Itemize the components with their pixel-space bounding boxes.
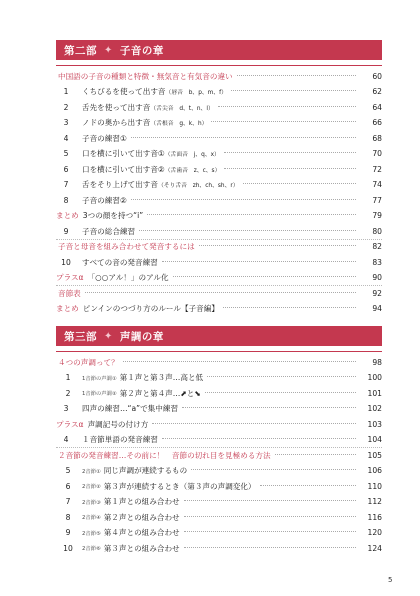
toc-row[interactable] — [56, 402, 382, 416]
toc-entry-tag: 2音節⑥ — [82, 546, 101, 552]
toc-entry-tag: 2音節② — [82, 484, 101, 490]
toc-page-number: 120 — [367, 528, 382, 537]
toc-entry-title: 口を横に引いて出す音② — [82, 164, 165, 174]
toc-page-number: 92 — [372, 288, 382, 298]
dot-leader — [224, 152, 356, 153]
dot-leader — [275, 454, 356, 455]
toc-page-number: 116 — [367, 512, 382, 522]
toc-row[interactable] — [56, 286, 382, 300]
toc-entry-title: ノドの奥から出す音 — [82, 118, 151, 127]
toc-entry-title: 舌先を使って出す音 — [82, 102, 151, 112]
toc-entry-number: 5 — [65, 466, 71, 475]
toc-page-number: 60 — [372, 71, 382, 81]
toc-row[interactable] — [56, 355, 382, 369]
toc-page-number: 110 — [367, 481, 382, 491]
toc-entry-number: 10 — [61, 257, 71, 267]
toc-entry-number: 3 — [63, 404, 69, 413]
part2-label: 第二部 — [64, 44, 97, 57]
part3-banner — [56, 326, 382, 346]
toc-entry-number: 2 — [63, 102, 69, 112]
toc-entry-title: 舌をそり上げて出す音 — [82, 180, 158, 189]
toc-entry-number: 9 — [63, 226, 69, 236]
toc-entry-number: 7 — [63, 180, 69, 189]
toc-entry-number: 6 — [63, 164, 69, 174]
toc-entry-number: 1 — [65, 373, 71, 382]
toc-entry-number: 3 — [63, 118, 69, 127]
toc-page-number: 74 — [372, 180, 382, 189]
toc-row[interactable] — [56, 255, 382, 269]
toc-row[interactable] — [56, 116, 382, 130]
toc-entry-tag: 2音節④ — [82, 515, 101, 521]
toc-entry-number: 4 — [63, 435, 69, 444]
toc-entry-number: 7 — [65, 497, 71, 506]
toc-entry-number: 2 — [65, 388, 71, 398]
toc-page-number: 106 — [367, 466, 382, 475]
toc-entry-title: 第３声との組み合わせ — [103, 543, 180, 553]
toc-entry-title: 「○○アル！」のアル化 — [87, 273, 169, 282]
toc-row[interactable] — [56, 209, 382, 223]
part3-section — [56, 326, 382, 553]
toc-row[interactable] — [56, 417, 382, 431]
toc-page-number: 94 — [372, 304, 382, 313]
part3-label: 第三部 — [64, 330, 97, 343]
toc-entry-title: 子音の練習① — [82, 133, 127, 143]
toc-entry-note: （唇音 b、p、m、f） — [165, 90, 227, 96]
toc-entry-number: 6 — [65, 481, 71, 491]
dot-leader — [173, 276, 356, 277]
part2-banner — [56, 40, 382, 60]
toc-page-number: 72 — [372, 164, 382, 174]
toc-entry-title: すべての音の発音練習 — [82, 257, 158, 267]
toc-page-number: 80 — [372, 226, 382, 236]
dot-leader — [237, 75, 356, 76]
toc-entry-tag: 2音節① — [82, 468, 101, 475]
dot-leader — [123, 361, 356, 362]
toc-entry-number: 4 — [63, 133, 69, 143]
dot-leader — [184, 516, 356, 517]
toc-page-number: 104 — [367, 435, 382, 444]
toc-row[interactable] — [56, 541, 382, 555]
toc-entry-tag: 1音節の声調② — [82, 391, 117, 397]
toc-row[interactable] — [56, 386, 382, 400]
dot-leader — [162, 261, 356, 262]
part2-title: 子音の章 — [119, 44, 164, 57]
separator — [56, 239, 382, 240]
dot-leader — [152, 423, 356, 424]
star-icon: ✦ — [104, 330, 113, 342]
separator — [56, 285, 382, 286]
toc-page-number: 100 — [367, 373, 382, 382]
toc-row[interactable] — [56, 371, 382, 385]
toc-page-number: 124 — [367, 543, 382, 553]
dot-leader — [224, 168, 356, 169]
part3-title: 声調の章 — [119, 330, 164, 343]
dot-leader — [260, 485, 356, 486]
toc-entry-title: 子音の総合練習 — [82, 226, 136, 236]
toc-page-number: 112 — [367, 497, 382, 506]
toc-heading: ４つの声調って？ — [58, 357, 119, 367]
dot-leader — [131, 137, 356, 138]
toc-page-number: 79 — [372, 211, 382, 220]
separator — [56, 447, 382, 448]
dot-leader — [182, 407, 356, 408]
toc-row[interactable] — [56, 302, 382, 316]
toc-entry-number: 1 — [63, 87, 69, 96]
toc-entry-number: 9 — [65, 528, 71, 537]
dot-leader — [85, 292, 356, 293]
toc-row[interactable] — [56, 448, 382, 462]
toc-entry-title: １音節単語の発音練習 — [82, 435, 158, 444]
toc-entry-title: ピンインのつづり方のルール【子音編】 — [82, 304, 219, 313]
toc-row[interactable] — [56, 147, 382, 161]
toc-row[interactable] — [56, 85, 382, 99]
part2-section — [56, 40, 382, 313]
dot-leader — [205, 392, 356, 393]
toc-entry-number: 10 — [63, 543, 73, 553]
toc-entry-tag: 2音節⑤ — [82, 530, 101, 537]
dot-leader — [131, 199, 356, 200]
toc-entry-number: 8 — [63, 195, 69, 205]
toc-page-number: 105 — [367, 450, 382, 460]
dot-leader — [243, 183, 356, 184]
toc-entry-note: （舌尖音 d、t、n、l） — [150, 105, 214, 112]
toc-page-number: 82 — [372, 242, 382, 251]
dot-leader — [211, 121, 356, 122]
toc-lead-label: まとめ — [56, 304, 79, 313]
dot-leader — [184, 500, 356, 501]
toc-lead-label: プラスα — [56, 273, 84, 282]
toc-heading: 音節表 — [58, 288, 81, 298]
toc-page-number: 68 — [372, 133, 382, 143]
toc-row[interactable] — [56, 162, 382, 176]
dot-leader — [184, 531, 356, 532]
toc-row[interactable] — [56, 433, 382, 447]
part3-rule — [56, 351, 382, 352]
dot-leader — [139, 230, 356, 231]
toc-entry-title: 第４声との組み合わせ — [103, 528, 180, 537]
star-icon: ✦ — [104, 44, 113, 56]
toc-row[interactable] — [56, 69, 382, 83]
dot-leader — [199, 245, 356, 246]
toc-row[interactable] — [56, 224, 382, 238]
dot-leader — [218, 106, 356, 107]
toc-row[interactable] — [56, 510, 382, 524]
toc-entry-number: 8 — [65, 512, 71, 522]
toc-row[interactable] — [56, 271, 382, 285]
toc-row[interactable] — [56, 131, 382, 145]
toc-page-number: 64 — [372, 102, 382, 112]
toc-entry-title: 子音の練習② — [82, 195, 127, 205]
toc-page-number: 98 — [372, 357, 382, 367]
toc-row[interactable] — [56, 526, 382, 540]
toc-entry-title: 3つの顔を持つ“i” — [82, 211, 144, 220]
toc-page-number: 77 — [372, 195, 382, 205]
toc-heading: 中国語の子音の種類と特徴・無気音と有気音の違い — [58, 71, 233, 81]
toc-page-number: 83 — [372, 257, 382, 267]
page-number: 5 — [388, 576, 393, 584]
toc-entry-note: （舌根音 g、k、h） — [150, 121, 208, 127]
toc-row[interactable] — [56, 178, 382, 192]
toc-row[interactable] — [56, 100, 382, 114]
toc-page-number: 103 — [367, 419, 382, 429]
part2-rule — [56, 65, 382, 66]
dot-leader — [162, 438, 356, 439]
toc-page-number: 101 — [367, 388, 382, 398]
toc-entry-tag: 2音節③ — [82, 499, 101, 506]
toc-page-number: 70 — [372, 149, 382, 158]
toc-entry-title: 第２声と第４声…⬈と⬊ — [119, 388, 201, 398]
toc-heading: ２音節の発音練習…その前に！ 音節の切れ目を見極める方法 — [58, 450, 271, 460]
toc-entry-title: 同じ声調が連続するもの — [103, 466, 188, 475]
toc-row[interactable] — [56, 193, 382, 207]
toc-entry-note: （舌面音 j、q、x） — [164, 152, 220, 158]
dot-leader — [184, 547, 356, 548]
toc-entry-title: 口を横に引いて出す音① — [82, 149, 165, 158]
toc-row[interactable] — [56, 240, 382, 254]
toc-row[interactable] — [56, 464, 382, 478]
dot-leader — [147, 214, 356, 215]
toc-entry-title: 第１声との組み合わせ — [103, 497, 180, 506]
dot-leader — [231, 90, 356, 91]
toc-page-number: 90 — [372, 273, 382, 282]
toc-page-number: 102 — [367, 404, 382, 413]
dot-leader — [223, 307, 356, 308]
toc-entry-note: （そり舌音 zh、ch、sh、r） — [157, 183, 239, 189]
toc-lead-label: まとめ — [56, 211, 79, 220]
toc-lead-label: プラスα — [56, 419, 84, 429]
toc-entry-title: 声調記号の付け方 — [87, 419, 149, 429]
toc-heading: 子音と母音を組み合わせて発音するには — [58, 242, 195, 251]
toc-entry-title: 第２声との組み合わせ — [103, 512, 180, 522]
toc-entry-note: （舌歯音 z、c、s） — [164, 167, 221, 174]
dot-leader — [191, 469, 356, 470]
toc-page-number: 62 — [372, 87, 382, 96]
toc-entry-title: 第３声が連続するとき（第３声の声調変化） — [103, 481, 256, 491]
toc-row[interactable] — [56, 495, 382, 509]
dot-leader — [207, 376, 356, 377]
toc-entry-title: 第１声と第３声…高と低 — [119, 373, 204, 382]
toc-entry-title: くちびるを使って出す音 — [82, 87, 166, 96]
toc-entry-title: 四声の練習…“a”で集中練習 — [82, 404, 179, 413]
toc-entry-tag: 1音節の声調① — [82, 375, 117, 382]
toc-page-number: 66 — [372, 118, 382, 127]
toc-entry-number: 5 — [63, 149, 69, 158]
toc-row[interactable] — [56, 479, 382, 493]
